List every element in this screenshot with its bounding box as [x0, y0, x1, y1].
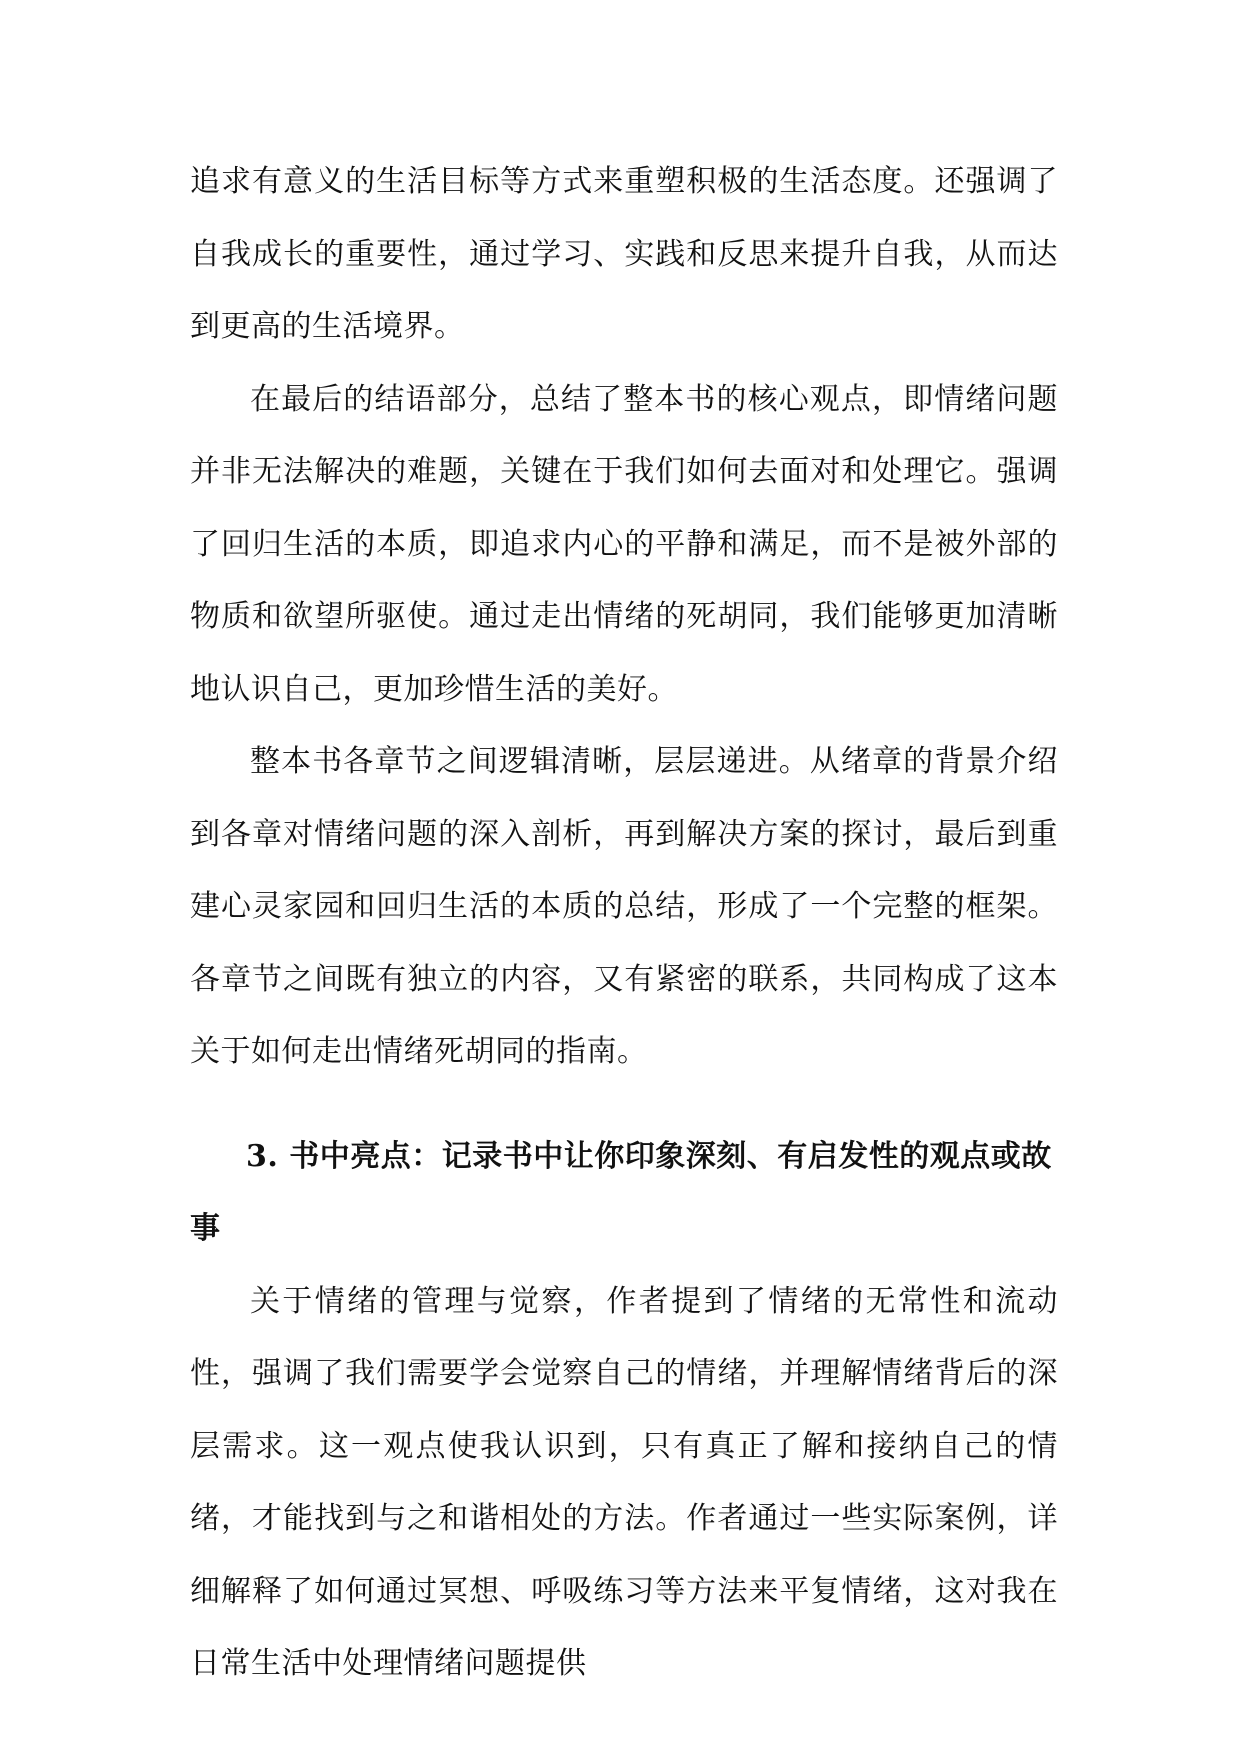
document-body: [190, 146, 1058, 1701]
paragraph-structure: 整本书各章节之间逻辑清晰，层层递进。从绪章的背景介绍到各章对情绪问题的深入剖析，再到解决方案的探讨，最后到重建心灵家园和回归生活的本质的总结，形成了一个完整的框架。各章节之间既有独立的内容，又有紧密的联系，共同构成了这本关于如何走出情绪死胡同的指南。: [190, 744, 1058, 1069]
paragraph-highlight: 关于情绪的管理与觉察，作者提到了情绪的无常性和流动性，强调了我们需要学会觉察自己的情绪，并理解情绪背后的深层需求。这一观点使我认识到，只有真正了解和接纳自己的情绪，才能找到与之和谐相处的方法。作者通过一些实际案例，详细解释了如何通过冥想、呼吸练习等方法来平复情绪，这对我在日常生活中处理情绪问题提供: [190, 1283, 1058, 1681]
section-heading: 3. 书中亮点：记录书中让你印象深刻、有启发性的观点或故事: [190, 1138, 1052, 1246]
paragraph-conclusion: 在最后的结语部分，总结了整本书的核心观点，即情绪问题并非无法解决的难题，关键在于我们如何去面对和处理它。强调了回归生活的本质，即追求内心的平静和满足，而不是被外部的物质和欲望所驱使。通过走出情绪的死胡同，我们能够更加清晰地认识自己，更加珍惜生活的美好。: [190, 381, 1058, 707]
paragraph-continuation: 追求有意义的生活目标等方式来重塑积极的生活态度。还强调了自我成长的重要性，通过学习、实践和反思来提升自我，从而达到更高的生活境界。: [190, 164, 1058, 344]
